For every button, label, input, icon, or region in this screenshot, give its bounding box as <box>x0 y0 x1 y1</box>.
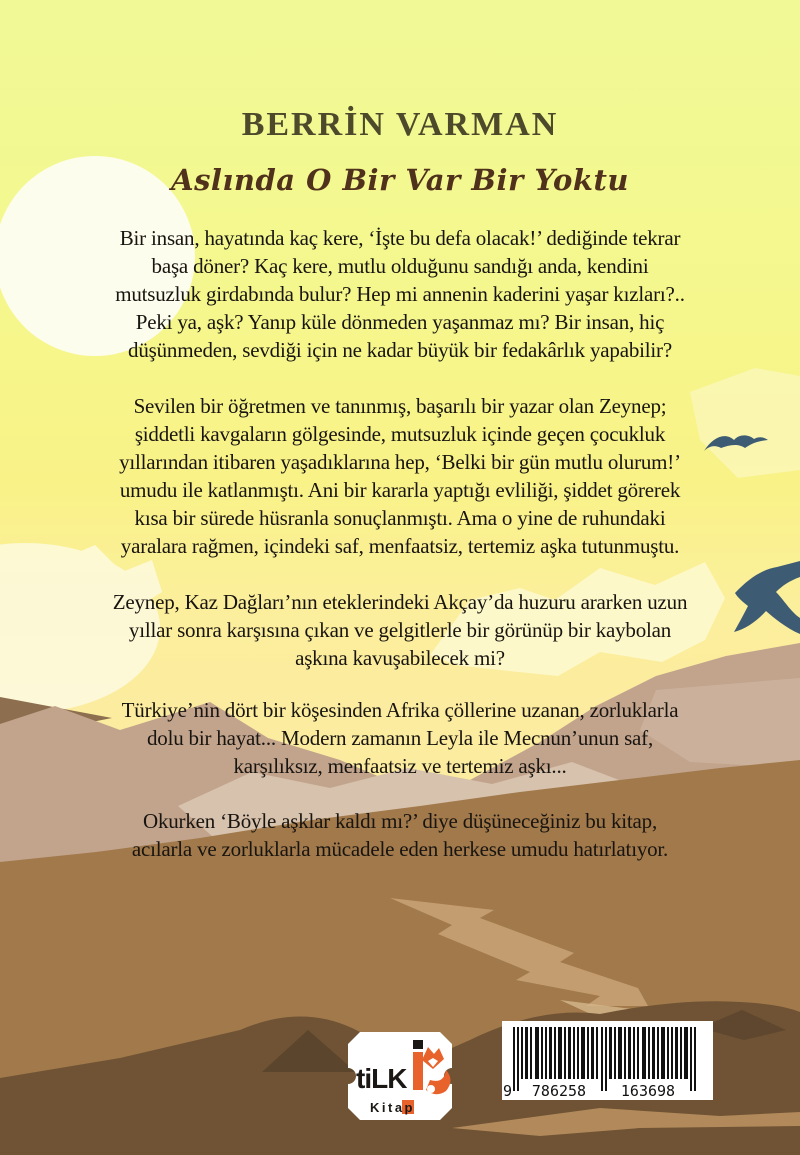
blurb-line: başa döner? Kaç kere, mutlu olduğunu sandığı anda, kendini <box>151 254 649 278</box>
blurb-line: Zeynep, Kaz Dağları’nın eteklerindeki Akçay’da huzuru ararken uzun <box>112 590 688 614</box>
isbn-barcode <box>502 1021 713 1100</box>
blurb-line: mutsuzluk girdabında bulur? Hep mi annenin kaderini yaşar kızları?.. <box>115 282 685 306</box>
blurb-line: Bir insan, hayatında kaç kere, ‘İşte bu defa olacak!’ dediğinde tekrar <box>119 226 681 250</box>
blurb-line: Sevilen bir öğretmen ve tanınmış, başarılı bir yazar olan Zeynep; <box>133 394 667 418</box>
logo-subtext: Kitap <box>370 1100 415 1115</box>
blurb-line: acılarla ve zorluklarla mücadele eden herkese umudu hatırlatıyor. <box>131 837 669 861</box>
blurb-paragraph-3 <box>0 588 800 672</box>
blurb-line: dolu bir hayat... Modern zamanın Leyla ile Mecnun’unun saf, <box>146 726 654 750</box>
blurb-line: umudu ile katlanmıştı. Ani bir kararla yaptığı evliliği, şiddet görerek <box>119 478 681 502</box>
publisher-logo <box>346 1030 454 1122</box>
barcode-digits-group2: 163698 <box>620 1082 676 1100</box>
logo-text: tiLK <box>356 1063 407 1094</box>
barcode-digits-group1: 786258 <box>531 1082 587 1100</box>
blurb-line: Peki ya, aşk? Yanıp küle dönmeden yaşanmaz mı? Bir insan, hiç <box>135 310 665 334</box>
blurb-line: kısa bir sürede hüsranla sonuçlanmıştı. Ama o yine de ruhundaki <box>134 506 666 530</box>
author-name: BERRİN VARMAN <box>241 106 559 143</box>
blurb-line: düşünmeden, sevdiği için ne kadar büyük bir fedakârlık yapabilir? <box>128 338 672 362</box>
logo-i-bar <box>413 1052 423 1090</box>
book-title: Aslında O Bir Var Bir Yoktu <box>171 163 629 197</box>
blurb-line: Okurken ‘Böyle aşklar kaldı mı?’ diye düşüneceğiniz bu kitap, <box>142 809 657 833</box>
blurb-paragraph-1 <box>0 224 800 364</box>
barcode-digit-prefix: 9 <box>503 1082 513 1100</box>
blurb-line: aşkına kavuşabilecek mi? <box>295 646 505 670</box>
logo-i-dot <box>413 1040 423 1049</box>
blurb-line: yıllar sonra karşısına çıkan ve gelgitlerle bir görünüp bir kaybolan <box>128 618 672 642</box>
blurb-line: Türkiye’nin dört bir köşesinden Afrika çöllerine uzanan, zorluklarla <box>121 698 679 722</box>
blurb-line: şiddetli kavgaların gölgesinde, mutsuzluk içinde geçen çocukluk <box>134 422 666 446</box>
blurb-line: yaralara rağmen, içindeki saf, menfaatsiz, tertemiz aşka tutunmuştu. <box>120 534 680 558</box>
blurb-line: karşılıksız, menfaatsiz ve tertemiz aşkı... <box>233 754 567 778</box>
barcode-graphic <box>502 1021 713 1100</box>
blurb-line: yıllarından itibaren yaşadıklarına hep, ‘Belki bir gün mutlu olurum!’ <box>119 450 681 474</box>
blurb-paragraph-4 <box>0 696 800 780</box>
blurb-paragraph-2 <box>0 392 800 560</box>
blurb-paragraph-5 <box>0 807 800 863</box>
